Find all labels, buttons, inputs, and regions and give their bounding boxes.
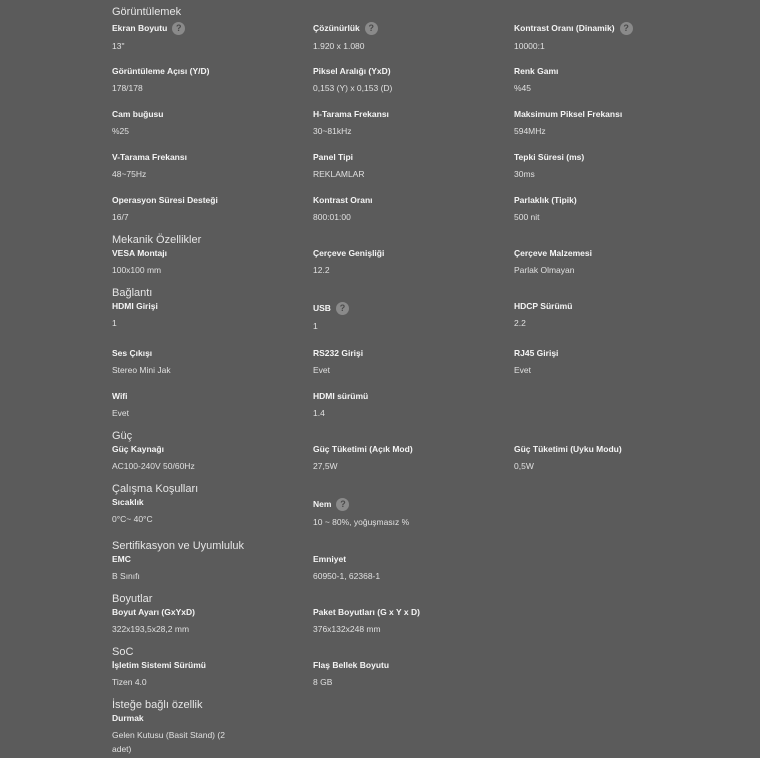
spec-contrast: Kontrast Oranı 800:01:00: [313, 195, 373, 222]
spec-max-pixel-freq: Maksimum Piksel Frekansı 594MHz: [514, 109, 623, 136]
spec-safety: Emniyet 60950-1, 62368-1: [313, 554, 381, 581]
spec-hdmi-in: HDMI Girişi 1: [112, 301, 158, 328]
help-icon[interactable]: ?: [365, 22, 378, 35]
section-mechanical-title: Mekanik Özellikler: [112, 234, 202, 246]
section-dimensions-title: Boyutlar: [112, 593, 153, 605]
spec-resolution: Çözünürlük ? 1.920 x 1.080: [313, 22, 503, 53]
help-icon[interactable]: ?: [336, 498, 349, 511]
help-icon[interactable]: ?: [172, 22, 185, 35]
spec-h-scan: H-Tarama Frekansı 30~81kHz: [313, 109, 389, 136]
spec-response-time: Tepki Süresi (ms) 30ms: [514, 152, 585, 179]
spec-usb: USB ? 1: [313, 302, 503, 333]
spec-hdcp: HDCP Sürümü 2.2: [514, 301, 573, 328]
spec-panel-type: Panel Tipi REKLAMLAR: [313, 152, 365, 179]
spec-brightness: Parlaklık (Tipik) 500 nit: [514, 195, 577, 222]
spec-flash-memory: Flaş Bellek Boyutu 8 GB: [313, 660, 390, 687]
spec-rs232: RS232 Girişi Evet: [313, 348, 364, 375]
spec-bezel-width: Çerçeve Genişliği 12.2: [313, 248, 385, 275]
spec-color-gamut: Renk Gamı %45: [514, 66, 559, 93]
spec-pixel-pitch: Piksel Aralığı (YxD) 0,153 (Y) x 0,153 (D): [313, 66, 393, 93]
spec-vesa: VESA Montajı 100x100 mm: [112, 248, 167, 275]
spec-audio-out: Ses Çıkışı Stereo Mini Jak: [112, 348, 171, 375]
spec-humidity: Nem ? 10 ~ 80%, yoğuşmasız %: [313, 499, 410, 527]
spec-stand: Durmak Gelen Kutusu (Basit Stand) (2 adet): [112, 713, 225, 754]
spec-glass-haze: Cam buğusu %25: [112, 109, 164, 136]
spec-os-version: İşletim Sistemi Sürümü Tizen 4.0: [112, 660, 206, 687]
spec-bezel-material: Çerçeve Malzemesi Parlak Olmayan: [514, 248, 592, 275]
spec-hdmi-version: HDMI sürümü 1.4: [313, 391, 369, 418]
spec-power-supply: Güç Kaynağı AC100-240V 50/60Hz: [112, 444, 195, 471]
spec-v-scan: V-Tarama Frekansı 48~75Hz: [112, 152, 187, 179]
spec-rj45: RJ45 Girişi Evet: [514, 348, 559, 375]
help-icon[interactable]: ?: [336, 302, 349, 315]
spec-wifi: Wifi Evet: [112, 391, 130, 418]
section-connectivity-title: Bağlantı: [112, 287, 153, 299]
spec-operation-time: Operasyon Süresi Desteği 16/7: [112, 195, 218, 222]
spec-viewing-angle: Görüntüleme Açısı (Y/D) 178/178: [112, 66, 210, 93]
spec-emc: EMC B Sınıfı: [112, 554, 140, 581]
section-optional-title: İsteğe bağlı özellik: [112, 699, 203, 711]
section-power-title: Güç: [112, 430, 133, 442]
spec-power-on: Güç Tüketimi (Açık Mod) 27,5W: [313, 444, 413, 471]
section-soc-title: SoC: [112, 646, 134, 658]
section-operating-title: Çalışma Koşulları: [112, 483, 199, 495]
spec-power-sleep: Güç Tüketimi (Uyku Modu) 0,5W: [514, 444, 622, 471]
spec-contrast-dynamic: Kontrast Oranı (Dinamik) ? 10000:1: [514, 22, 704, 53]
spec-temperature: Sıcaklık 0°C~ 40°C: [112, 497, 153, 524]
spec-screen-size: Ekran Boyutu ? 13": [112, 22, 302, 53]
section-display-title: Görüntülemek: [112, 6, 182, 18]
help-icon[interactable]: ?: [620, 22, 633, 35]
spec-package-dimension: Paket Boyutları (G x Y x D) 376x132x248 mm: [313, 607, 420, 634]
spec-set-dimension: Boyut Ayarı (GxYxD) 322x193,5x28,2 mm: [112, 607, 195, 634]
section-certification-title: Sertifikasyon ve Uyumluluk: [112, 540, 245, 552]
